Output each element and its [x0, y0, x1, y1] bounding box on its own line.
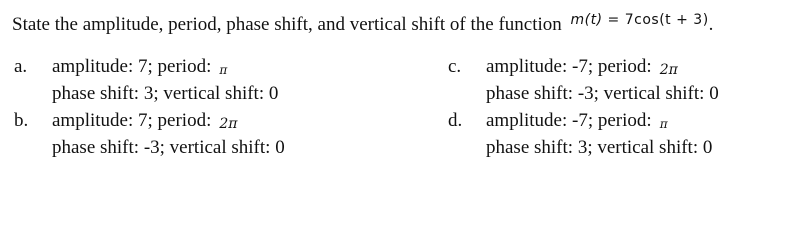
period-value: 2π	[659, 62, 678, 78]
question-text	[12, 14, 713, 36]
choice-line-shifts: phase shift: 3; vertical shift: 0	[486, 137, 713, 158]
choice-line-shifts: phase shift: 3; vertical shift: 0	[52, 83, 279, 104]
choice-letter: c.	[448, 56, 462, 77]
function-rhs: = 7cos(t + 3)	[602, 12, 709, 28]
question-period: .	[708, 14, 714, 35]
choice-line-amplitude-period	[486, 110, 668, 132]
question-prompt: State the amplitude, period, phase shift, and vertical shift of the function	[12, 14, 562, 35]
choice-amplitude-period-text: amplitude: -7; period:	[486, 110, 652, 131]
choice-letter: a.	[14, 56, 28, 77]
function-name: m(t)	[570, 12, 603, 28]
period-value: 2π	[219, 116, 238, 132]
choice-amplitude-period-text: amplitude: 7; period:	[52, 110, 212, 131]
choice-letter: b.	[14, 110, 29, 131]
choice-line-amplitude-period	[52, 110, 237, 132]
period-value: π	[659, 117, 668, 131]
choice-amplitude-period-text: amplitude: -7; period:	[486, 56, 652, 77]
choice-line-amplitude-period	[52, 56, 227, 78]
choice-line-shifts: phase shift: -3; vertical shift: 0	[52, 137, 285, 158]
period-value: π	[219, 63, 228, 77]
function-formula	[571, 12, 709, 28]
choice-letter: d.	[448, 110, 463, 131]
choice-amplitude-period-text: amplitude: 7; period:	[52, 56, 212, 77]
choice-line-amplitude-period	[486, 56, 678, 78]
choice-line-shifts: phase shift: -3; vertical shift: 0	[486, 83, 719, 104]
